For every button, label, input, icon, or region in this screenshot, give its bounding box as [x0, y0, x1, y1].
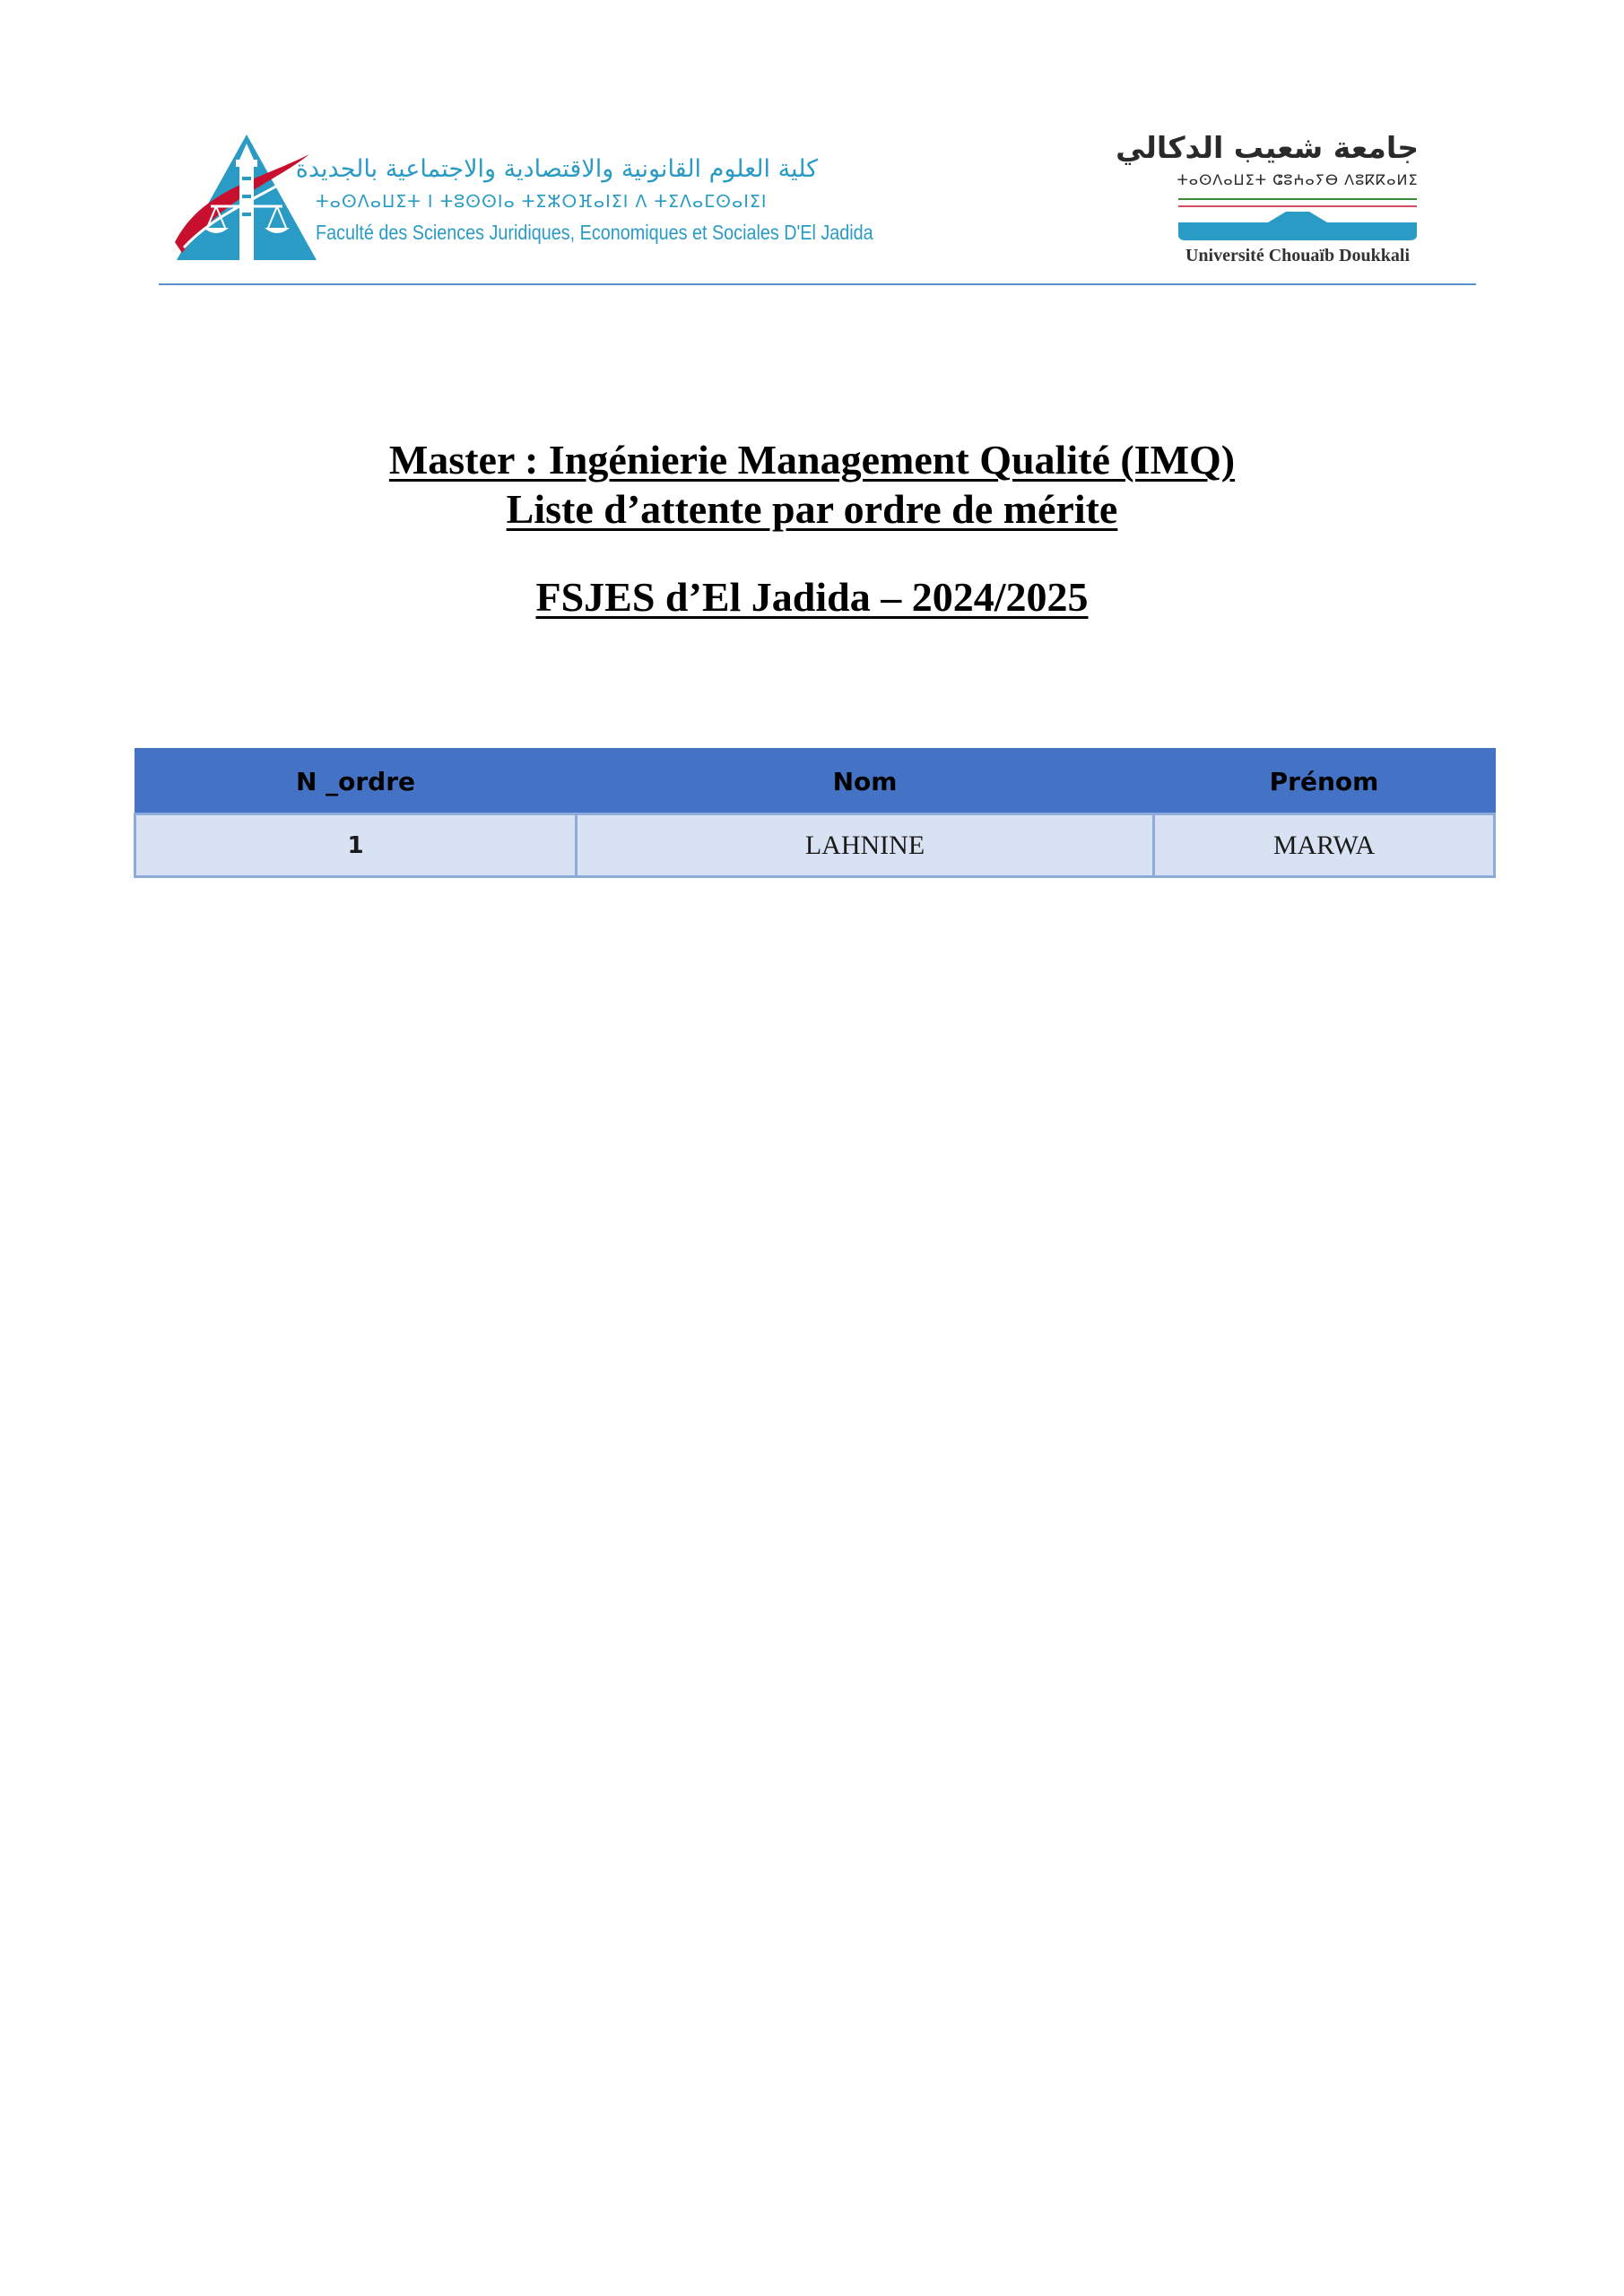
cell-nom: LAHNINE	[577, 814, 1154, 877]
faculty-name-french: Faculté des Sciences Juridiques, Economiques et Sociales D'El Jadida	[316, 221, 873, 244]
column-header-prenom: Prénom	[1154, 749, 1495, 814]
waitlist-table	[134, 748, 1496, 878]
faculty-name-block	[295, 154, 873, 246]
document-titles	[0, 435, 1624, 622]
faculty-logo	[175, 127, 318, 262]
cell-prenom: MARWA	[1154, 814, 1495, 877]
column-header-nom: Nom	[577, 749, 1154, 814]
university-name-french: Université Chouaïb Doukkali	[1185, 246, 1411, 265]
header-divider	[159, 283, 1476, 285]
cell-order: 1	[135, 814, 577, 877]
table-row	[135, 814, 1495, 877]
faculty-name-arabic: كلية العلوم القانونية والاقتصادية والاجتماعية بالجديدة	[295, 155, 818, 183]
master-title: Master : Ingénierie Management Qualité (IMQ)	[388, 437, 1236, 483]
page-header	[159, 118, 1475, 285]
faculty-name-tifinagh: ⵜⴰⵙⴷⴰⵡⵉⵜ ⵏ ⵜⵓⵙⵙⵏⴰ ⵜⵉⵣⵔⴼⴰⵏⵉⵏ ⴷ ⵜⵉⴷⴰⵎⵙⴰⵏⵉⵏ	[316, 192, 768, 212]
institution-year-title: FSJES d’El Jadida – 2024/2025	[535, 574, 1089, 620]
university-name-tifinagh: ⵜⴰⵙⴷⴰⵡⵉⵜ ⵛⵓⵄⴰⵢⴱ ⴷⵓⴽⴽⴰⵍⵉ	[1177, 171, 1419, 188]
table-header-row	[135, 749, 1495, 814]
university-name-arabic: جامعة شعيب الدكالي	[1116, 130, 1419, 165]
university-logo	[1116, 129, 1419, 282]
university-emblem	[1178, 196, 1417, 242]
column-header-order: N _ordre	[135, 749, 577, 814]
list-title: Liste d’attente par ordre de mérite	[506, 486, 1118, 532]
